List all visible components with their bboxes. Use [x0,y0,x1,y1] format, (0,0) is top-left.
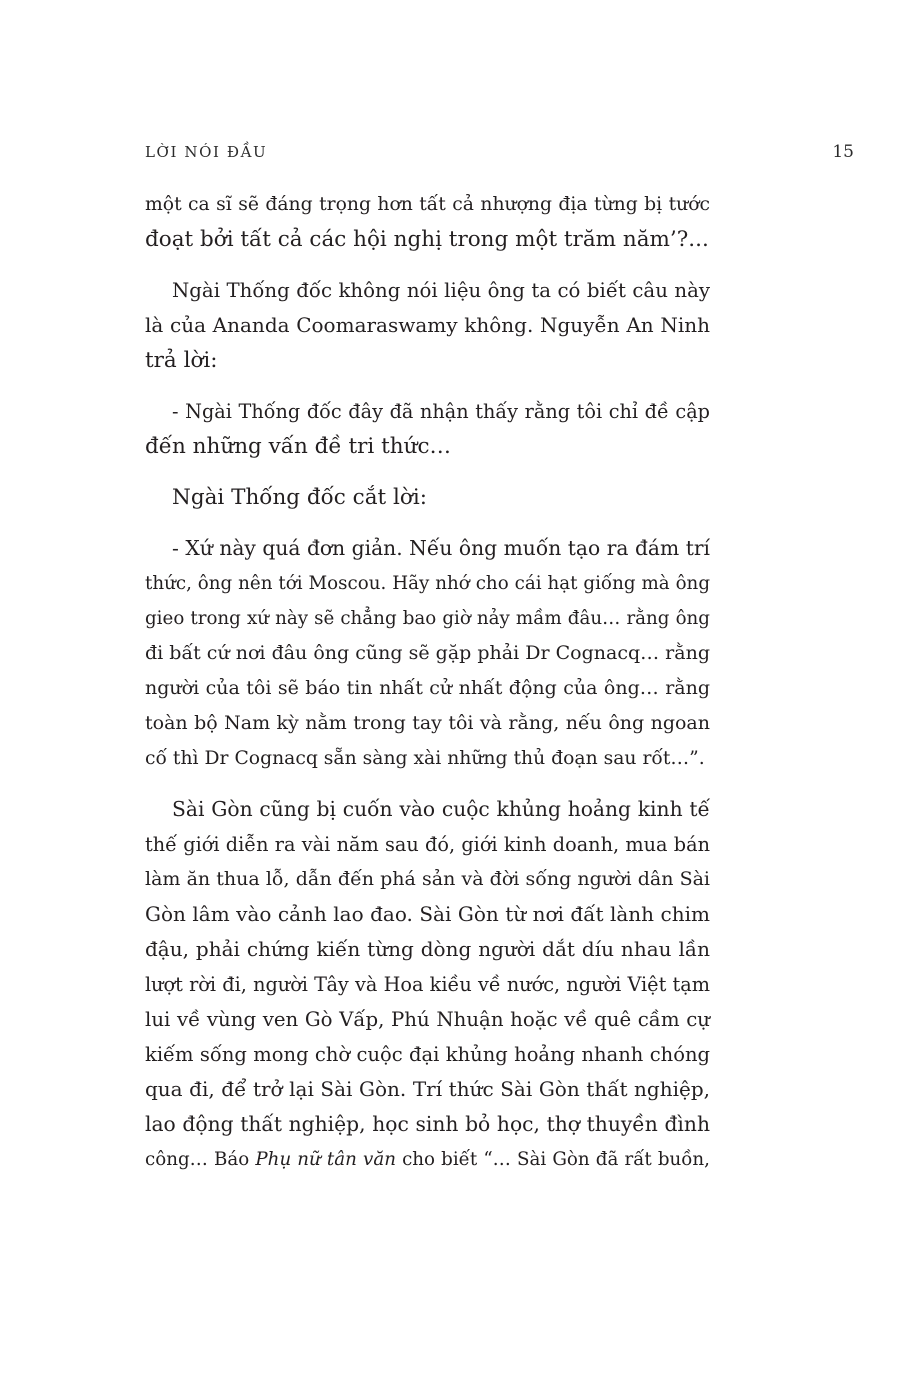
text-line: qua đi, để trở lại Sài Gòn. Trí thức Sài Gòn thất nghiệp, [145,1077,710,1101]
text-line: lượt rời đi, người Tây và Hoa kiều về nước, người Việt tạm [145,973,710,996]
text-line: đậu, phải chứng kiến từng dòng người dắt díu nhau lần [145,937,710,961]
text-line: là của Ananda Coomaraswamy không. Nguyễn An Ninh [145,313,710,337]
paragraph [145,187,710,257]
running-head: LỜI NÓI ĐẦU [145,143,268,161]
text-line: Sài Gòn cũng bị cuốn vào cuộc khủng hoảng kinh tế [172,797,710,821]
text-line: làm ăn thua lỗ, dẫn đến phá sản và đời sống người dân Sài [145,868,710,890]
paragraph [145,792,710,1177]
text-line: đoạt bởi tất cả các hội nghị trong một trăm năm’?... [145,227,709,252]
text-line: gieo trong xứ này sẽ chẳng bao giờ nảy mầm đâu… rằng ông [145,608,710,629]
text-line: người của tôi sẽ báo tin nhất cử nhất động của ông… rằng [145,677,710,699]
text-line: thế giới diễn ra vài năm sau đó, giới kinh doanh, mua bán [145,833,710,856]
text-line: lao động thất nghiệp, học sinh bỏ học, thợ thuyền đình [145,1112,710,1136]
text-line: cố thì Dr Cognacq sẵn sàng xài những thủ đoạn sau rốt…”. [145,748,705,769]
page-number: 15 [832,142,854,162]
text-line: toàn bộ Nam kỳ nằm trong tay tôi và rằng, nếu ông ngoan [145,712,710,734]
text-line: đi bất cứ nơi đâu ông cũng sẽ gặp phải Dr Cognacq… rằng [145,642,710,664]
text-line: thức, ông nên tới Moscou. Hãy nhớ cho cái hạt giống mà ông [145,573,710,594]
text-line: Ngài Thống đốc cắt lời: [172,485,427,510]
paragraph [145,480,710,515]
paragraph [145,531,710,776]
text-run: công… Báo [145,1149,256,1170]
text-line: lui về vùng ven Gò Vấp, Phú Nhuận hoặc về quê cầm cự [145,1008,710,1031]
text-line: Gòn lâm vào cảnh lao đao. Sài Gòn từ nơi đất lành chim [145,902,710,926]
paragraph [145,273,710,378]
text-line: Ngài Thống đốc không nói liệu ông ta có biết câu này [172,279,710,302]
text-line: kiếm sống mong chờ cuộc đại khủng hoảng nhanh chóng [145,1043,710,1066]
text-line: một ca sĩ sẽ đáng trọng hơn tất cả nhượng địa từng bị tước [145,194,710,215]
text-line: - Xứ này quá đơn giản. Nếu ông muốn tạo ra đám trí [172,536,710,560]
text-line: đến những vấn đề tri thức… [145,434,451,459]
text-run: cho biết “… Sài Gòn đã rất buồn, [395,1149,710,1170]
text-line: - Ngài Thống đốc đây đã nhận thấy rằng tôi chỉ đề cập [172,400,710,423]
newspaper-title: Phụ nữ tân văn [255,1149,396,1170]
text-line [145,1142,710,1177]
text-line: trả lời: [145,348,218,373]
paragraph [145,394,710,464]
body-text [145,187,710,1193]
